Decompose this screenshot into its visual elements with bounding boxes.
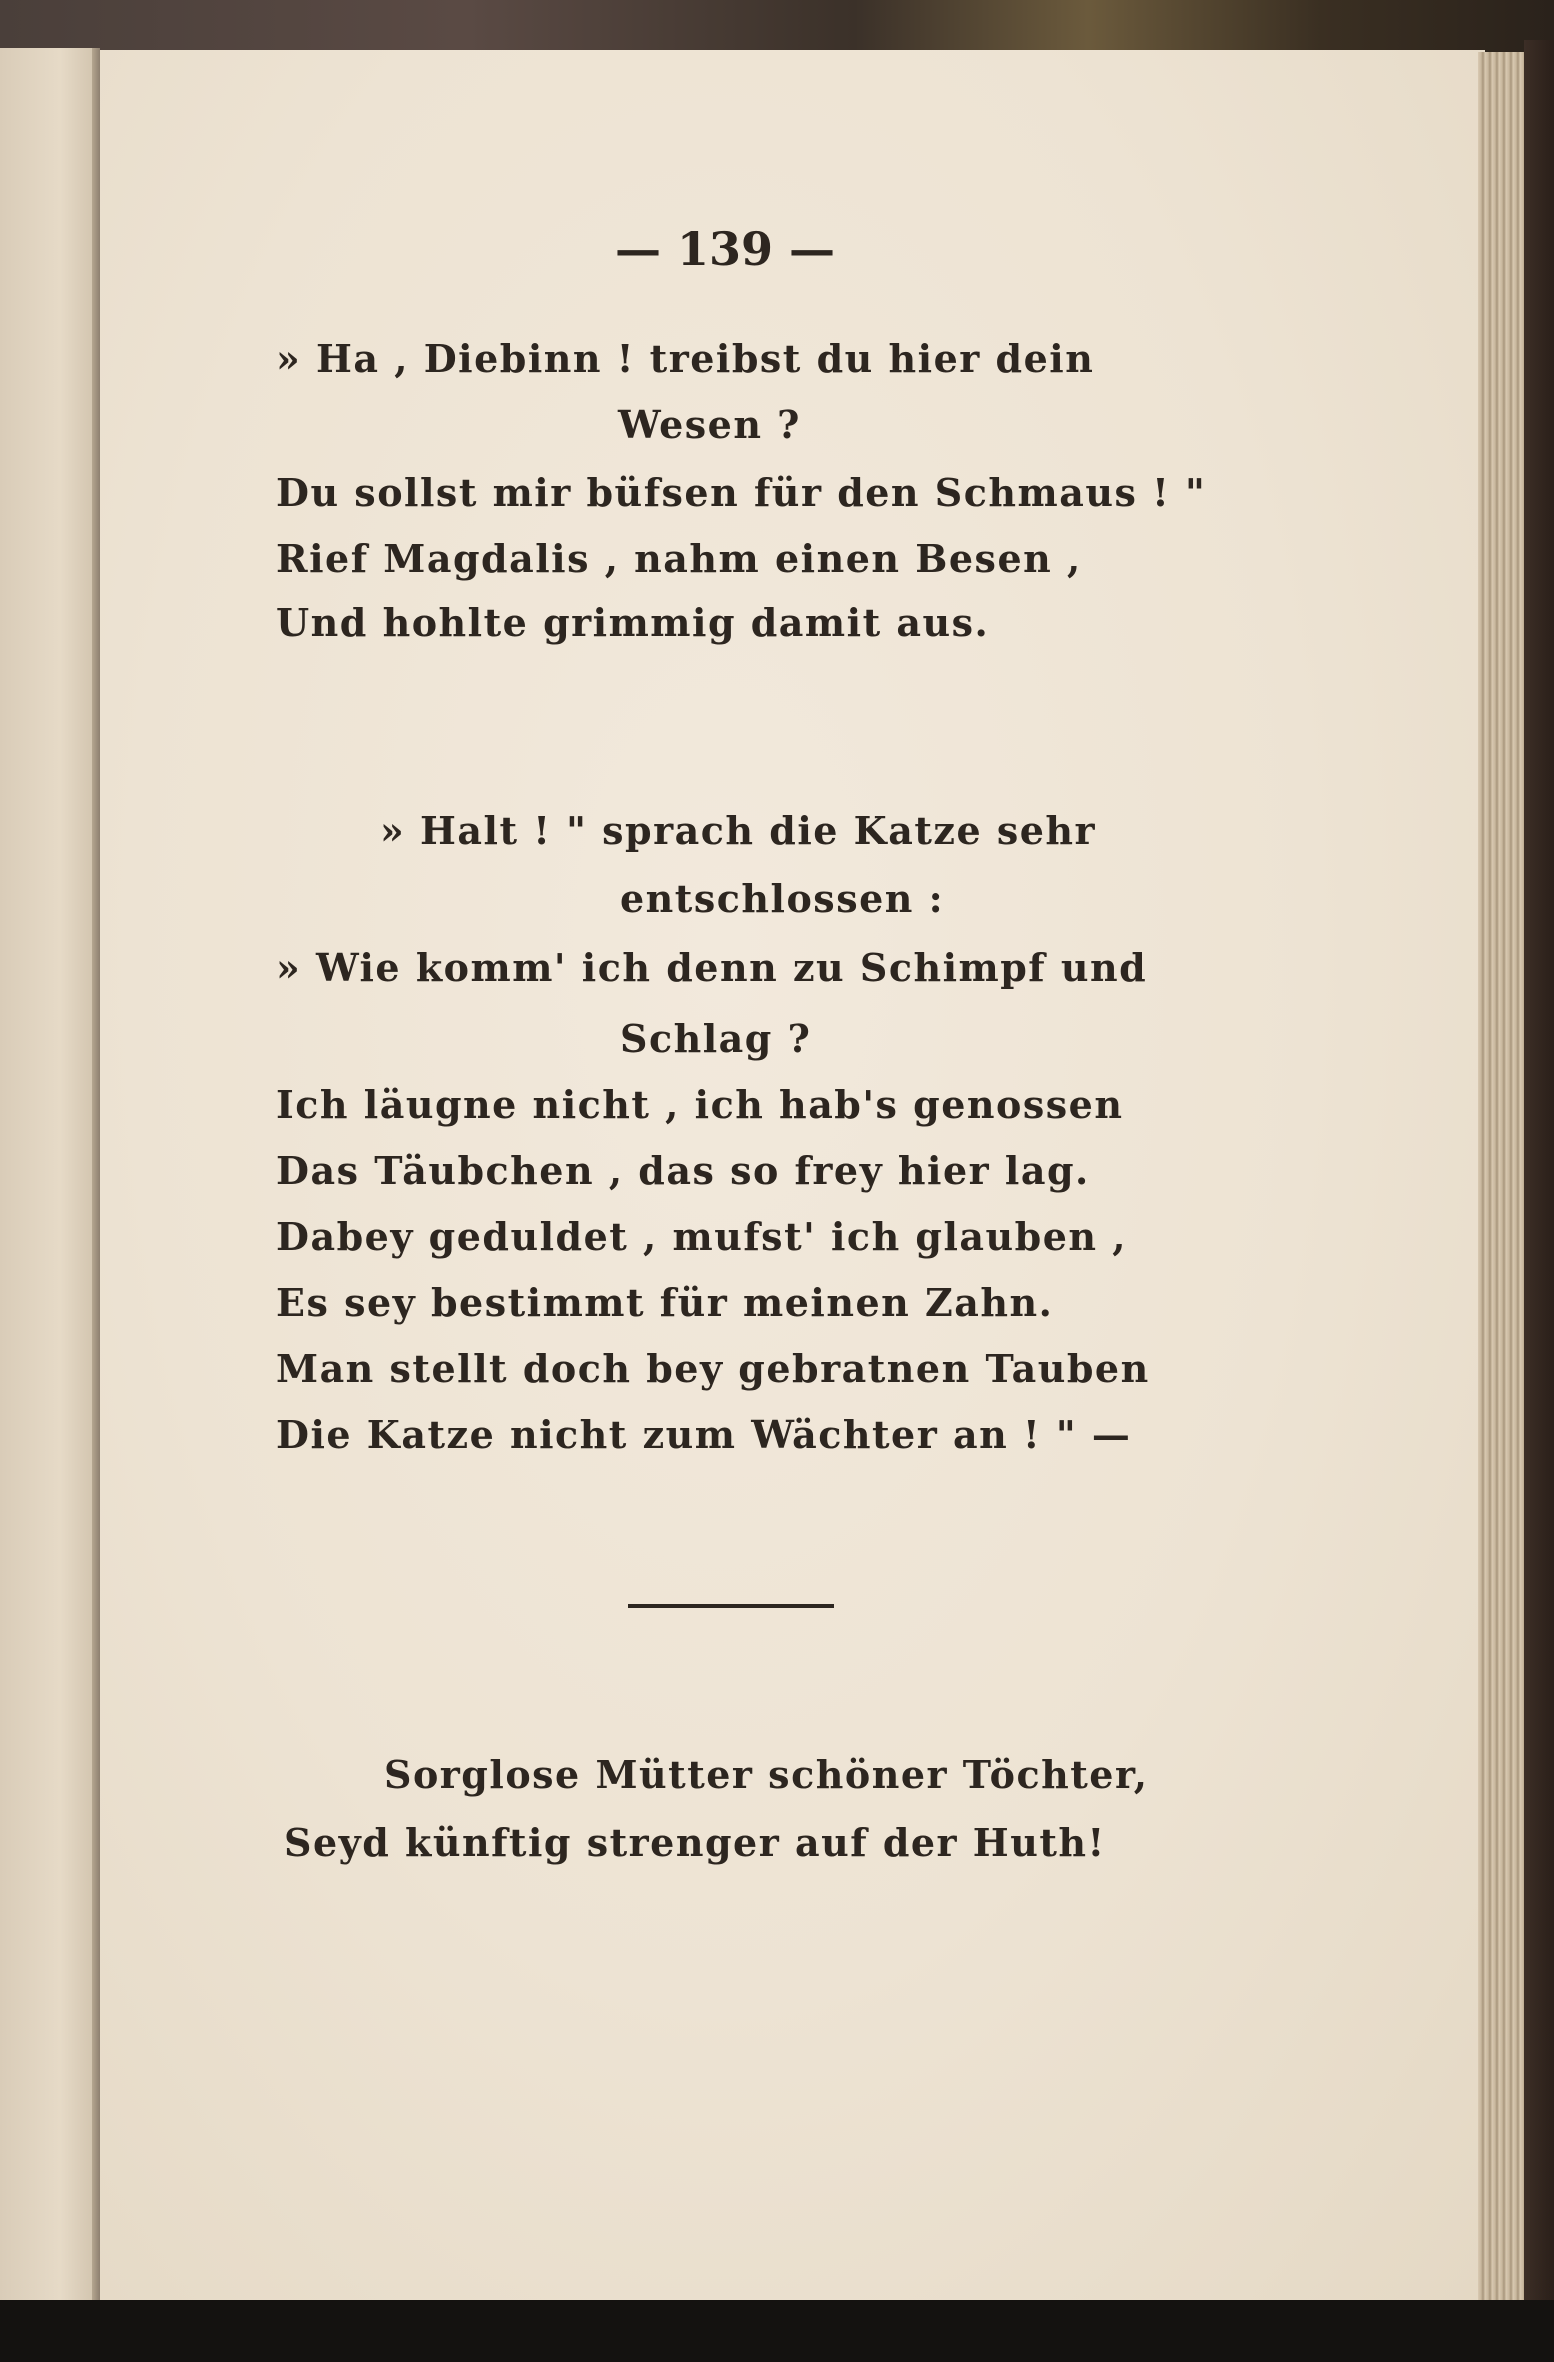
stanza2-line-8: Es sey bestimmt für meinen Zahn. bbox=[276, 1280, 1054, 1325]
book-cover-top-edge bbox=[0, 0, 1554, 52]
left-page-edge bbox=[0, 48, 100, 2303]
stanza2-line-9: Man stellt doch bey gebratnen Tauben bbox=[276, 1346, 1150, 1391]
page-number: — 139 — bbox=[614, 222, 836, 276]
stanza2-line-3: » Wie komm' ich denn zu Schimpf und bbox=[276, 945, 1148, 990]
stanza1-line-4: Rief Magdalis , nahm einen Besen , bbox=[276, 536, 1082, 581]
stanza1-line-2: Wesen ? bbox=[618, 402, 801, 447]
book-gutter bbox=[92, 48, 100, 2303]
stanza2-line-1: » Halt ! " sprach die Katze sehr bbox=[380, 808, 1097, 853]
page-stack-edges bbox=[1478, 52, 1526, 2302]
moral-line-1: Sorglose Mütter schöner Töchter, bbox=[384, 1752, 1149, 1797]
stanza1-line-5: Und hohlte grimmig damit aus. bbox=[276, 600, 990, 645]
book-cover-bottom-edge bbox=[0, 2300, 1554, 2362]
stanza1-line-1: » Ha , Diebinn ! treibst du hier dein bbox=[276, 336, 1095, 381]
stanza1-line-3: Du sollst mir büfsen für den Schmaus ! " bbox=[276, 470, 1207, 515]
moral-line-2: Seyd künftig strenger auf der Huth! bbox=[284, 1820, 1106, 1865]
stanza2-line-4: Schlag ? bbox=[620, 1016, 812, 1061]
section-divider-rule bbox=[628, 1604, 834, 1608]
stanza2-line-7: Dabey geduldet , mufst' ich glauben , bbox=[276, 1214, 1128, 1259]
stanza2-line-10: Die Katze nicht zum Wächter an ! " — bbox=[276, 1412, 1132, 1457]
book-cover-right-edge bbox=[1524, 40, 1554, 2310]
stanza2-line-6: Das Täubchen , das so frey hier lag. bbox=[276, 1148, 1090, 1193]
stanza2-line-5: Ich läugne nicht , ich hab's genossen bbox=[276, 1082, 1124, 1127]
stanza2-line-2: entschlossen : bbox=[620, 876, 945, 921]
